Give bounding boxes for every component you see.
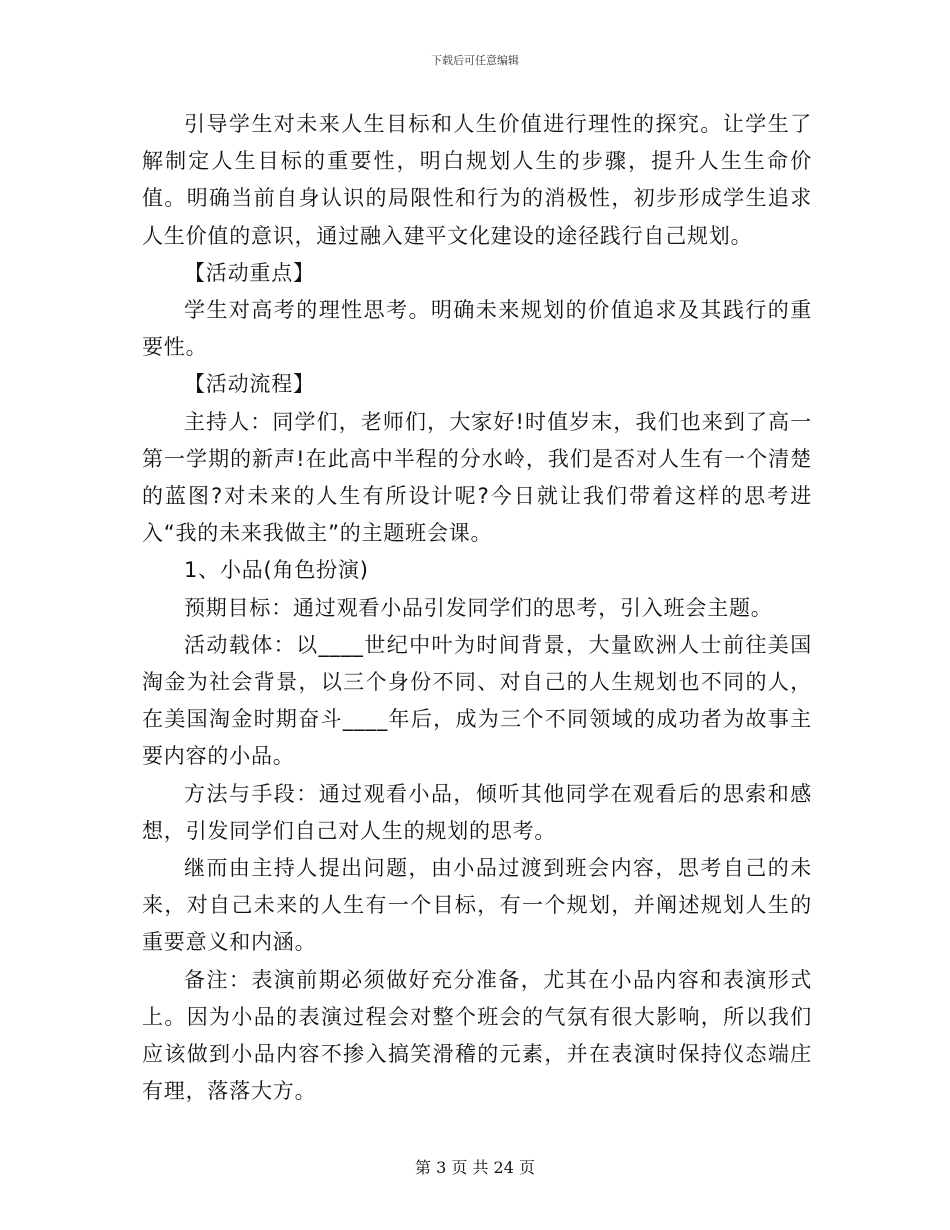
document-body [142,106,812,1110]
paragraph-objective: 引导学生对未来人生目标和人生价值进行理性的探究。让学生了解制定人生目标的重要性，明白规划人生的步骤，提升人生生命价值。明确当前自身认识的局限性和行为的消极性，初步形成学生追求人生价值的意识，通过融入建平文化建设的途径践行自己规划。 [142,112,812,248]
page-number: 第 3 页 共 24 页 [415,1158,535,1177]
paragraph-activity-carrier: 活动载体：以____世纪中叶为时间背景，大量欧洲人士前往美国淘金为社会背景，以三个身份不同、对自己的人生规划也不同的人，在美国淘金时期奋斗____年后，成为三个不同领域的成功者为故事主要内容的小品。 [142,632,812,769]
heading-activity-process: 【活动流程】 [184,372,315,397]
page-header: 下载后可任意编辑 [431,54,519,67]
paragraph-activity-focus: 学生对高考的理性思考。明确未来规划的价值追求及其践行的重要性。 [142,298,812,360]
paragraph-transition: 继而由主持人提出问题，由小品过渡到班会内容，思考自己的未来，对自己未来的人生有一个目标，有一个规划，并阐述规划人生的重要意义和内涵。 [142,856,812,955]
paragraph-expected-goal: 预期目标：通过观看小品引发同学们的思考，引入班会主题。 [184,595,773,620]
paragraph-methods: 方法与手段：通过观看小品，倾听其他同学在观看后的思索和感想，引发同学们自己对人生的规划的思考。 [142,781,812,843]
paragraph-host-speech: 主持人：同学们，老师们，大家好!时值岁末，我们也来到了高一第一学期的新声!在此高中半程的分水岭，我们是否对人生有一个清楚的蓝图?对未来的人生有所设计呢?今日就让我们带着这样的思考进入“我的未来我做主”的主题班会课。 [142,409,812,546]
heading-activity-focus: 【活动重点】 [184,260,315,285]
heading-skit: 1、小品(角色扮演) [184,558,369,583]
paragraph-notes: 备注：表演前期必须做好充分准备，尤其在小品内容和表演形式上。因为小品的表演过程会对整个班会的气氛有很大影响，所以我们应该做到小品内容不掺入搞笑滑稽的元素，并在表演时保持仪态端庄有理，落落大方。 [142,967,812,1104]
